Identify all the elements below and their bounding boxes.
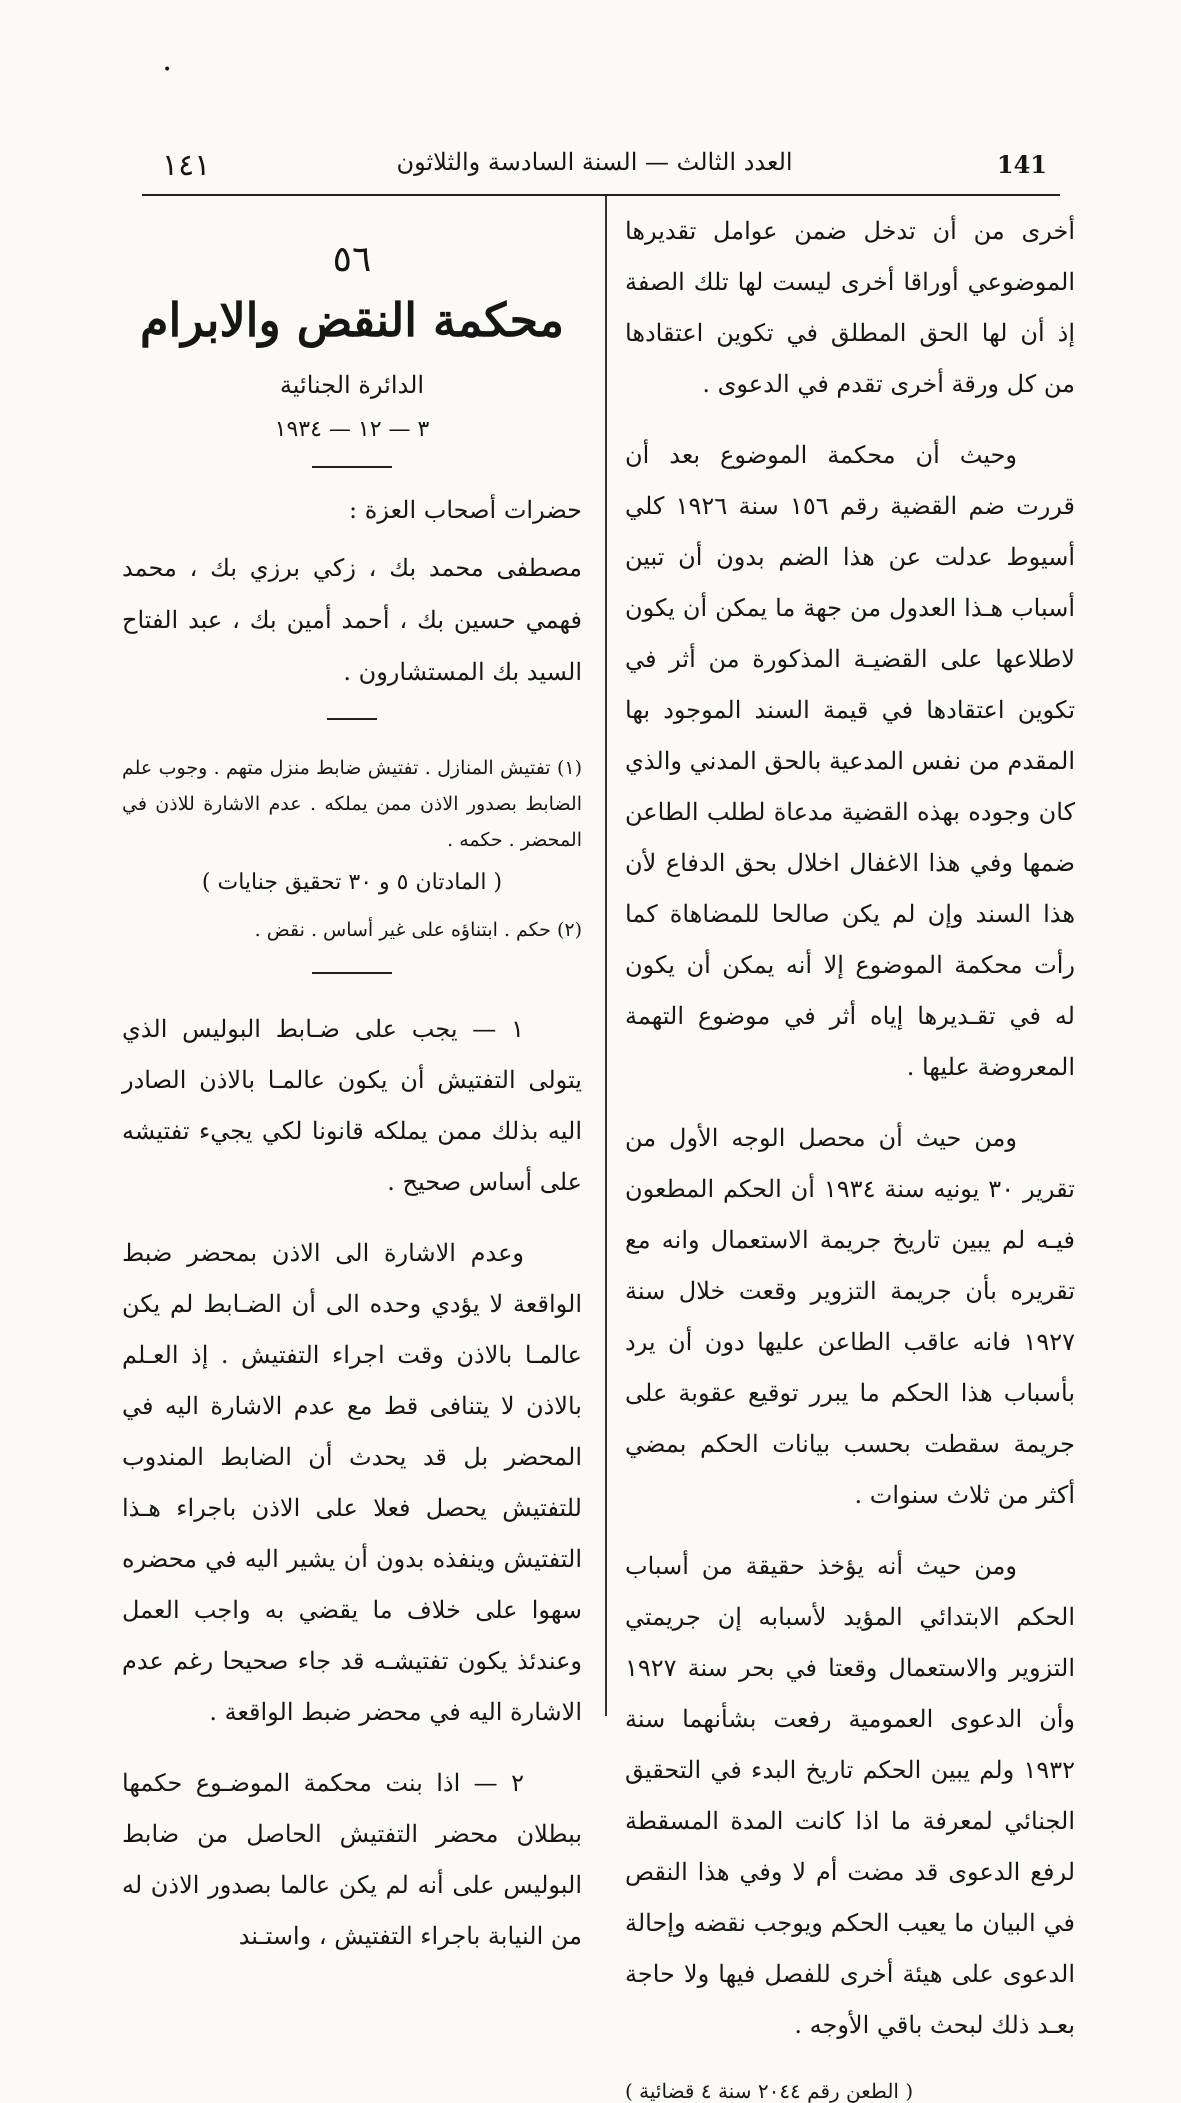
articles-reference: ( المادتان ٥ و ٣٠ تحقيق جنايات ) [201,870,503,895]
issue-line: العدد الثالث — السنة السادسة والثلاثون [396,148,793,176]
paragraph: أخرى من أن تدخل ضمن عوامل تقديرها الموضوعي أوراقا أخرى ليست لها تلك الصفة إذ أن لها الحق المطلق في تكوين اعتقادها من كل ورقة أخرى تقدم في الدعوى . [625,217,1075,398]
right-column [625,206,1075,2103]
circuit-name: الدائرة الجنائية [279,371,425,399]
page-number-arabic: ١٤١ [162,148,211,183]
paragraph: ومن حيث أنه يؤخذ حقيقة من أسباب الحكم الابتدائي المؤيد لأسبابه إن جريمتي التزوير والاستعمال وقعتا في بحر سنة ١٩٢٧ وأن الدعوى العمومية رفعت بشأنهما سنة ١٩٣٢ ولم يبين الحكم تاريخ البدء في التحقيق الجنائي لمعرفة ما اذا كانت المدة المسقطة لرفع الدعوى قد مضت أم لا وفي هذا النقص في البيان ما يعيب الحكم ويوجب نقضه وإحالة الدعوى على هيئة أخرى للفصل فيها ولا حاجة بعـد ذلك لبحث باقي الأوجه . [625,1552,1075,2039]
paragraph: ٢ — اذا بنت محكمة الموضـوع حكمها ببطلان محضر التفتيش الحاصل من ضابط البوليس على أنه لم يكن عالما بصدور الاذن له من النيابة باجراء التفتيش ، واستـند [122,1769,582,1950]
header-rule [142,194,1060,196]
judges-intro: حضرات أصحاب العزة : [349,496,582,524]
ink-dot: • [163,62,172,78]
summary-1: (١) تفتيش المنازل . تفتيش ضابط منزل متهم . وجوب علم الضابط بصدور الاذن ممن يملكه . عدم الاشارة للاذن في المحضر . حكمه . [122,757,582,851]
paragraph: ١ — يجب على ضـابط البوليس الذي يتولى التفتيش أن يكون عالمـا بالاذن الصادر اليه بذلك ممن يملكه قانونا لكي يجيء تفتيشه على أساس صحيح . [122,1015,582,1196]
case-number: ٥٦ [332,239,372,280]
column-divider [605,196,607,1716]
paragraph: وحيث أن محكمة الموضوع بعد أن قررت ضم القضية رقم ١٥٦ سنة ١٩٢٦ كلي أسيوط عدلت عن هذا الضم بدون أن تبين أسباب هـذا العدول من جهة ما يمكن أن يكون لاطلاعها على القضيـة المذكورة من أثر في تكوين اعتقادها في قيمة السند الموجود بها المقدم من نفس المدعية بالحق المدني والذي كان وجوده بهذه القضية مدعاة لطلب الطاعن ضمها وفي هذا الاغفال اخلال بحق الدفاع لأن هذا السند وإن لم يكن صالحا للمضاهاة كما رأت محكمة الموضوع إلا أنه يمكن أن يكون له في تقـديرها إياه أثر في موضوع التهمة المعروضة عليها . [625,441,1075,1081]
court-name: محكمة النقض والابرام [140,293,564,347]
paragraph: وعدم الاشارة الى الاذن بمحضر ضبط الواقعة لا يؤدي وحده الى أن الضـابط لم يكن عالمـا بالاذن وقت اجراء التفتيش . إذ العـلم بالاذن لا يتنافى قط مع عدم الاشارة اليه في المحضر بل قد يحدث أن الضابط المندوب للتفتيش يحصل فعلا على الاذن باجراء هـذا التفتيش وينفذه بدون أن يشير اليه في محضره سهوا على خلاف ما يقضي به واجب العمل وعندئذ يكون تفتيشـه قد جاء صحيحا رغم عدم الاشارة اليه في محضر ضبط الواقعة . [122,1239,582,1726]
running-header [122,140,1067,190]
ruling-date: ٣ — ١٢ — ١٩٣٤ [274,417,430,442]
paragraph: ومن حيث أن محصل الوجه الأول من تقرير ٣٠ يونيه سنة ١٩٣٤ أن الحكم المطعون فيـه لم يبين تاريخ جريمة الاستعمال وانه مع تقريره بأن جريمة التزوير وقعت خلال سنة ١٩٢٧ فانه عاقب الطاعن عليها دون أن يرد بأسباب هذا الحكم ما يبرر توقيع عقوبة على جريمة سقطت بحسب بيانات الحكم بمضي أكثر من ثلاث سنوات . [625,1124,1075,1509]
section-rule [312,972,392,974]
section-rule [327,718,377,720]
case-reference: ( الطعن رقم ٢٠٤٤ سنة ٤ قضائية ) [625,2079,914,2103]
section-rule [312,466,392,468]
page-number: 141 [996,150,1047,179]
left-column [122,230,582,1962]
summary-2: (٢) حكم . ابتناؤه على غير أساس . نقض . [254,919,582,941]
judges-list: مصطفى محمد بك ، زكي برزي بك ، محمد فهمي حسين بك ، أحمد أمين بك ، عبد الفتاح السيد بك المستشارون . [122,554,582,686]
